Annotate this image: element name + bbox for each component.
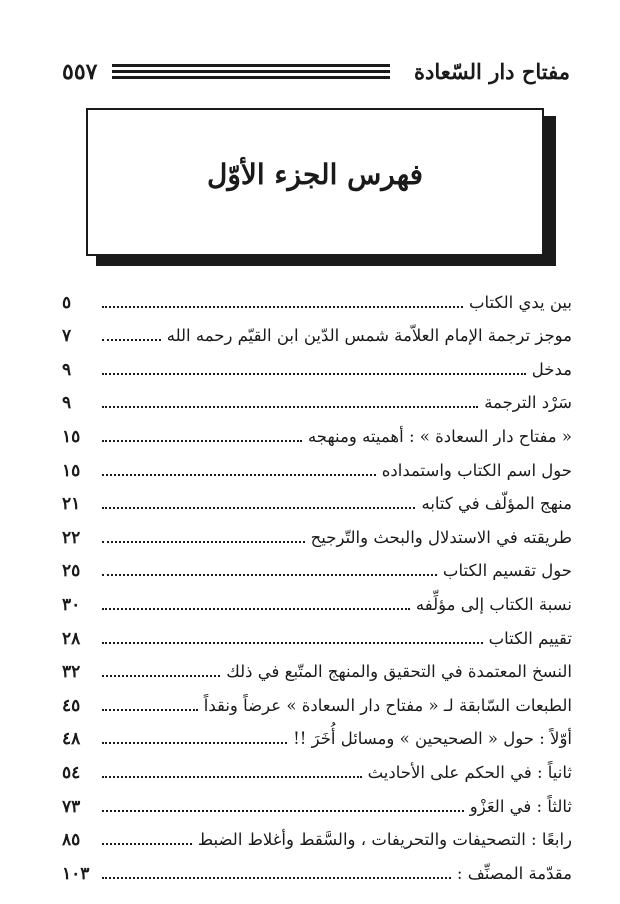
toc-entry-title: حول اسم الكتاب واستمداده [381, 460, 572, 480]
toc-entry-page: ٥٤ [62, 762, 81, 783]
toc-entry [62, 517, 572, 551]
toc-entry [62, 652, 572, 686]
toc-entry [62, 551, 572, 585]
dot-leader [102, 507, 415, 509]
dot-leader [102, 776, 362, 778]
dot-leader [102, 306, 463, 308]
toc-entry-page: ٧٣ [62, 796, 81, 817]
toc-entry-title: تقييم الكتاب [488, 628, 572, 648]
toc-entry-title: نسبة الكتاب إلى مؤلِّفه [415, 594, 572, 614]
dot-leader [102, 373, 526, 375]
section-title: فهرس الجزء الأوّل [206, 158, 424, 191]
toc-entry-page: ١٥ [62, 426, 81, 447]
toc-entry-title: حول تقسيم الكتاب [442, 561, 572, 581]
toc-entry-title: مدخل [531, 359, 572, 379]
toc-entry-page: ٤٥ [62, 695, 81, 716]
dot-leader [102, 810, 464, 812]
toc-entry [62, 820, 572, 854]
page-header [62, 58, 570, 86]
toc-entry-page: ٣٠ [62, 594, 81, 615]
running-title: مفتاح دار السّعادة [414, 59, 570, 84]
dot-leader [102, 541, 305, 543]
toc-entry-title: منهج المؤلّف في كتابه [421, 494, 572, 514]
toc-entry [62, 618, 572, 652]
toc-entry-page: ٩ [62, 393, 72, 414]
toc-entry-title: النسخ المعتمدة في التحقيق والمنهج المتّبع في ذلك [226, 662, 572, 682]
toc-entry [62, 450, 572, 484]
toc-entry-title: ثالثاً : في العَزْو [469, 796, 572, 816]
toc-entry [62, 484, 572, 518]
toc-entry [62, 584, 572, 618]
toc-entry [62, 786, 572, 820]
title-box [86, 108, 544, 256]
toc-entry-page: ٧ [62, 326, 72, 347]
toc-entry [62, 316, 572, 350]
toc-entry-page: ١٥ [62, 460, 81, 481]
toc-entry-page: ٨٥ [62, 830, 81, 851]
toc-entry [62, 719, 572, 753]
toc-entry [62, 349, 572, 383]
toc-entry [62, 383, 572, 417]
dot-leader [102, 709, 198, 711]
toc-entry-title: مقدّمة المصنِّف : [456, 863, 572, 883]
toc-entry-page: ٢٥ [62, 561, 81, 582]
dot-leader [102, 877, 451, 879]
dot-leader [102, 843, 192, 845]
toc-entry-page: ١٠٣ [62, 863, 90, 884]
dot-leader [102, 339, 161, 341]
toc-entry-title: « مفتاح دار السعادة » : أهميته ومنهجه [307, 426, 572, 446]
toc-entry [62, 416, 572, 450]
toc-entry-title: طريقته في الاستدلال والبحث والتّرجيح [310, 527, 572, 547]
page-number: ٥٥٧ [62, 59, 98, 85]
header-rule [112, 64, 390, 80]
dot-leader [102, 474, 376, 476]
toc-entry-page: ٤٨ [62, 729, 81, 750]
toc-entry-title: موجز ترجمة الإمام العلاّمة شمس الدّين ابن القيّم رحمه الله [166, 326, 572, 346]
dot-leader [102, 608, 410, 610]
toc-entry-title: ثانياً : في الحكم على الأحاديث [367, 762, 572, 782]
dot-leader [102, 642, 483, 644]
toc-entry [62, 282, 572, 316]
toc-entry-page: ٣٢ [62, 662, 81, 683]
toc-entry [62, 853, 572, 887]
dot-leader [102, 675, 220, 677]
toc-entry [62, 752, 572, 786]
toc-entry-title: الطبعات السّابقة لـ « مفتاح دار السعادة » عرضاً ونقداً [203, 695, 572, 715]
toc-entry-title: رابعًا : التصحيفات والتحريفات ، والسَّقط وأغلاط الضبط [197, 830, 572, 850]
dot-leader [102, 742, 287, 744]
dot-leader [102, 406, 478, 408]
toc-entry-page: ٢٨ [62, 628, 81, 649]
dot-leader [102, 440, 302, 442]
toc-entry-page: ٥ [62, 292, 72, 313]
toc-entry-title: أوّلاً : حول « الصحيحين » ومسائل أُخَرَ !! [293, 729, 572, 749]
toc-entry-page: ٢١ [62, 494, 81, 515]
dot-leader [102, 574, 437, 576]
toc-entry-title: بين يدي الكتاب [468, 292, 572, 312]
toc-entry-title: سَرْد الترجمة [484, 393, 572, 413]
toc-entry-page: ٩ [62, 359, 72, 380]
table-of-contents [62, 282, 572, 887]
toc-entry-page: ٢٢ [62, 527, 81, 548]
toc-entry [62, 685, 572, 719]
